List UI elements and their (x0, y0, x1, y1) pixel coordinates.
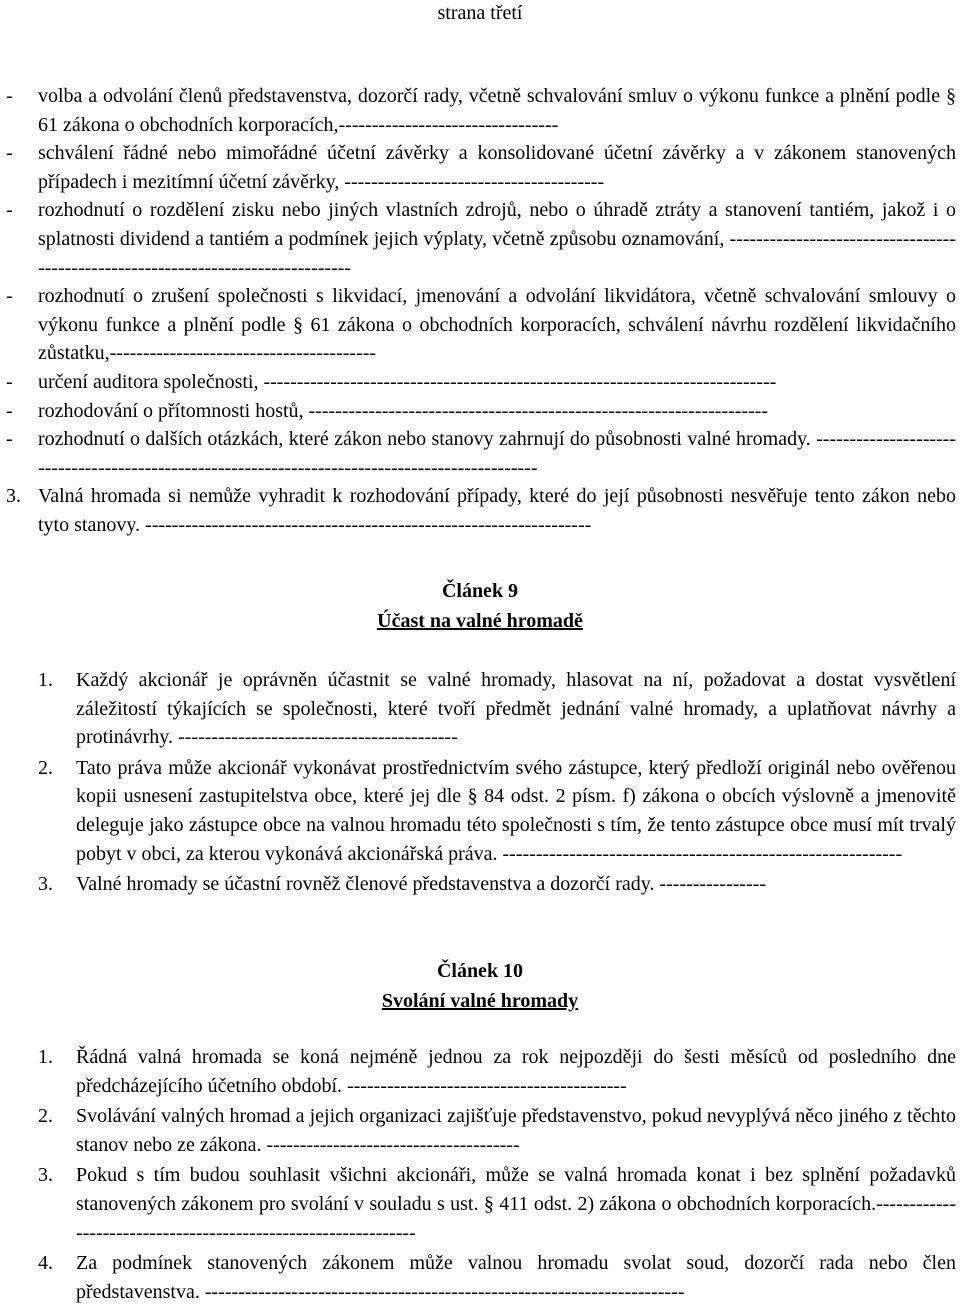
list-marker: 2. (38, 1105, 53, 1128)
list-item (6, 139, 956, 196)
list-item-text: Valná hromada si nemůže vyhradit k rozhodování případy, které do její působnosti nesvěřuje tento zákon nebo tyto stanovy. ------------------------------------------------------------------- (38, 485, 956, 536)
list-item (6, 82, 956, 139)
list-marker: 2. (38, 756, 53, 779)
list-item (6, 368, 956, 397)
list-item-text: Svolávání valných hromad a jejich organizaci zajišťuje představenstvo, pokud nevyplývá něco jiného z těchto stanov nebo ze zákona. -------------------------------------- (76, 1105, 956, 1156)
list-marker: - (6, 285, 13, 308)
list-marker: 3. (6, 485, 21, 508)
list-marker: 4. (38, 1252, 53, 1275)
list-item-text: Pokud s tím budou souhlasit všichni akcionáři, může se valná hromada konat i bez splnění požadavků stanovených zákonem pro svolání v souladu s ust. § 411 odst. 2) zákona o obchodních korporacích.--------------------------------------------------------------- (76, 1164, 956, 1244)
list-marker: - (6, 399, 13, 422)
list-marker: 1. (38, 1046, 53, 1068)
list-item-text: rozhodnutí o rozdělení zisku nebo jiných vlastních zdrojů, nebo o úhradě ztráty a stanovení tantiém, jakož i o splatnosti dividend a tantiém a podmínek jejich výplaty, včetně způsobu oznamování, --------------------------------------------------------------------------------- (38, 199, 956, 279)
list-marker: - (6, 85, 13, 107)
list-item (6, 196, 956, 282)
article-9-heading (0, 576, 960, 636)
article-9-title: Článek 9 (441, 580, 519, 602)
list-marker: - (6, 370, 13, 393)
list-item (6, 482, 956, 539)
list-item (6, 1102, 956, 1159)
list-marker: 1. (38, 669, 53, 691)
list-item-text: Valné hromady se účastní rovněž členové představenstva a dozorčí rady. ---------------- (76, 873, 767, 896)
list-item-text: Tato práva může akcionář vykonávat prostřednictvím svého zástupce, který předloží originál nebo ověřenou kopii usnesení zastupitelstva obce, které jej dle § 84 odst. 2 písm. f) zákona o obcích výslovně a jmenovitě deleguje jako zástupce obce na valnou hromadu této společnosti s tím, že tento zástupce obce musí mít trvalý pobyt v obci, za kterou vykonává akcionářská práva. ------------------------------------------------------------ (76, 756, 956, 865)
list-item-text: Každý akcionář je oprávněn účastnit se valné hromady, hlasovat na ní, požadovat a dostat vysvětlení záležitostí týkajících se společnosti, které tvoří předmět jednání valné hromady, a uplatňovat návrhy a protinávrhy. ------------------------------------------ (76, 669, 956, 749)
article-10-title: Článek 10 (436, 960, 524, 982)
list-item (6, 1161, 956, 1247)
list-marker: - (6, 142, 13, 165)
list-marker: 3. (38, 873, 53, 896)
list-item (6, 282, 956, 368)
list-marker: 3. (38, 1164, 53, 1187)
list-item (6, 425, 956, 482)
list-item (6, 870, 956, 899)
list-item (6, 754, 956, 868)
list-item (6, 397, 956, 426)
list-item (6, 1043, 956, 1100)
article-10-subtitle: Svolání valné hromady (381, 990, 579, 1012)
list-a (6, 82, 956, 540)
article-9-subtitle: Účast na valné hromadě (377, 610, 583, 632)
article-9-list (6, 666, 956, 901)
article-10-heading (0, 956, 960, 1016)
page-header: strana třetí (437, 2, 523, 24)
list-item-text: rozhodnutí o zrušení společnosti s likvidací, jmenování a odvolání likvidátora, včetně schvalování smlouvy o výkonu funkce a plnění podle § 61 zákona o obchodních korporacích, schválení návrhu rozdělení likvidačního zůstatku,---------------------------------------- (38, 285, 956, 365)
list-item-text: určení auditora společnosti, ----------------------------------------------------------------------------- (38, 370, 777, 393)
list-item-text: rozhodnutí o dalších otázkách, které zákon nebo stanovy zahrnují do působnosti valné hromady. ------------------------------------------------------------------------------------------------ (38, 428, 956, 479)
list-item-text: Za podmínek stanovených zákonem může valnou hromadu svolat soud, dozorčí rada nebo člen představenstva. ------------------------------------------------------------------------ (76, 1252, 956, 1303)
list-item (6, 666, 956, 752)
list-item-text: volba a odvolání členů představenstva, dozorčí rady, včetně schvalování smluv o výkonu funkce a plnění podle § 61 zákona o obchodních korporacích,--------------------------------- (38, 85, 956, 136)
list-marker: - (6, 428, 13, 451)
list-item-text: rozhodování o přítomnosti hostů, --------------------------------------------------------------------- (38, 399, 769, 422)
list-marker: - (6, 199, 13, 222)
article-10-list (6, 1043, 956, 1308)
list-item (6, 1249, 956, 1306)
list-item-text: Řádná valná hromada se koná nejméně jednou za rok nejpozději do šesti měsíců od posledního dne předcházejícího účetního období. ------------------------------------------ (76, 1046, 956, 1097)
list-item-text: schválení řádné nebo mimořádné účetní závěrky a konsolidované účetní závěrky a v zákonem stanovených případech i mezitímní účetní závěrky, --------------------------------------- (38, 142, 956, 193)
